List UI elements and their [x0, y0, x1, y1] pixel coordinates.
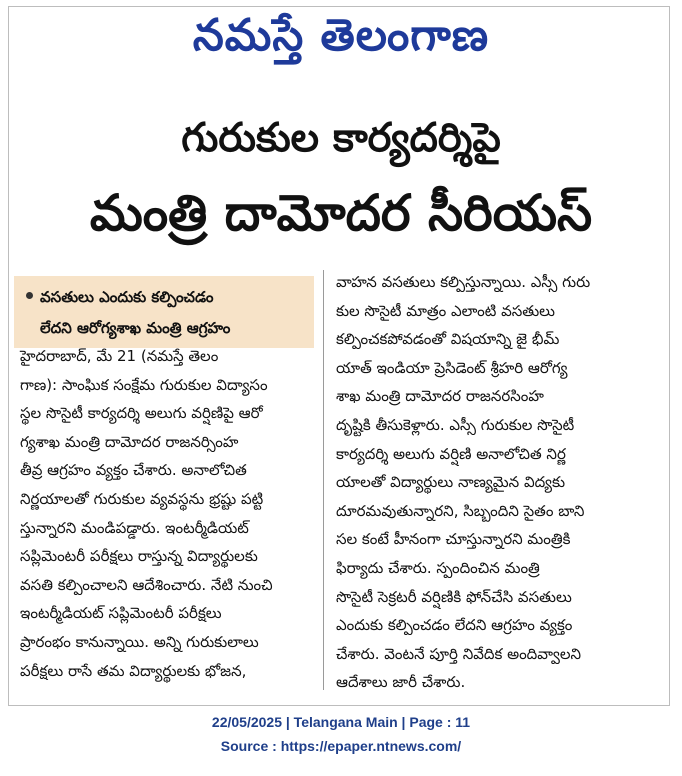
- article-line: యాలతో విద్యార్థులు నాణ్యమైన విద్యకు: [336, 473, 566, 492]
- article-line: శాఖ మంత్రి దామోదర రాజనరసింహ: [336, 387, 544, 406]
- article-line: సల కంటే హీనంగా చూస్తున్నారని మంత్రికి: [336, 530, 571, 549]
- article-line: ఆదేశాలు జారీ చేశారు.: [336, 673, 466, 692]
- article-line: వాహన వసతులు కల్పిస్తున్నాయి. ఎస్సీ గురు: [336, 273, 591, 291]
- newspaper-masthead: నమస్తే తెలంగాణ: [192, 10, 490, 61]
- article-line: పరీక్షలు రాసే తమ విద్యార్థులకు భోజన,: [20, 661, 247, 680]
- highlight-line-1: వసతులు ఎందుకు కల్పించడం: [40, 288, 214, 306]
- footer-source: Source : https://epaper.ntnews.com/: [220, 738, 462, 754]
- article-line: సప్లిమెంటరీ పరీక్షలు రాస్తున్న విద్యార్థులకు: [20, 547, 258, 566]
- article-line: స్థల సొసైటీ కార్యదర్శి అలుగు వర్షిణిపై ఆరో: [20, 404, 263, 423]
- article-line: వసతి కల్పించాలని ఆదేశించారు. నేటి నుంచి: [20, 575, 273, 594]
- article-line: చేశారు. వెంటనే పూర్తి నివేదిక అందివ్వాలని: [336, 644, 582, 663]
- highlight-box: [14, 276, 314, 348]
- article-line: ఎందుకు కల్పించడం లేదని ఆగ్రహం వ్యక్తం: [336, 616, 573, 635]
- article-line: కుల సొసైటీ మాత్రం ఎలాంటి వసతులు: [336, 301, 555, 320]
- footer-edition-info: 22/05/2025 | Telangana Main | Page : 11: [211, 714, 471, 730]
- article-line: కార్యదర్శి అలుగు వర్షిణి అనాలోచిత నిర్ణ: [336, 444, 566, 463]
- highlight-line-2: లేదని ఆరోగ్యశాఖ మంత్రి ఆగ్రహం: [40, 319, 231, 337]
- article-line: నిర్ణయాలతో గురుకుల వ్యవస్థను భ్రష్టు పట్టి: [20, 489, 264, 508]
- article-line: ఫిర్యాదు చేశారు. స్పందించిన మంత్రి: [336, 558, 540, 577]
- article-line: హైదరాబాద్, మే 21 (నమస్తే తెలం: [20, 347, 219, 365]
- article-line: గాణ): సాంఘిక సంక్షేమ గురుకుల విద్యాసం: [20, 375, 268, 394]
- headline-line-1: గురుకుల కార్యదర్శిపై: [181, 115, 501, 161]
- article-line: గ్యశాఖ మంత్రి దామోదర రాజనర్సింహ: [20, 432, 239, 451]
- article-line: యాత్ ఇండియా ప్రెసిడెంట్ శ్రీహరి ఆరోగ్య: [336, 358, 568, 377]
- article-line: స్తున్నారని మండిపడ్డారు. ఇంటర్మీడియట్: [20, 518, 249, 537]
- article-left-column: [20, 342, 310, 685]
- article-right-column: [336, 268, 660, 697]
- article-line: కల్పించకపోవడంతో విషయాన్ని జై భీమ్: [336, 330, 560, 349]
- article-line: తీవ్ర ఆగ్రహం వ్యక్తం చేశారు. అనాలోచిత: [20, 461, 247, 480]
- article-line: దూరమవుతున్నారని, సిబ్బందిని సైతం బాని: [336, 501, 585, 520]
- column-divider: [323, 270, 324, 690]
- article-line: దృష్టికి తీసుకెళ్లారు. ఎస్సీ గురుకుల సొసైటీ: [336, 415, 575, 434]
- article-line: సొసైటీ సెక్రటరీ వర్షిణికి ఫోన్‌చేసి వసతులు: [336, 587, 572, 606]
- article-line: ప్రారంభం కానున్నాయి. అన్ని గురుకులాలు: [20, 632, 259, 651]
- bullet-icon: [26, 292, 33, 299]
- article-line: ఇంటర్మీడియట్ సప్లిమెంటరీ పరీక్షలు: [20, 604, 222, 623]
- headline-line-2: మంత్రి దామోదర సీరియస్: [89, 184, 593, 242]
